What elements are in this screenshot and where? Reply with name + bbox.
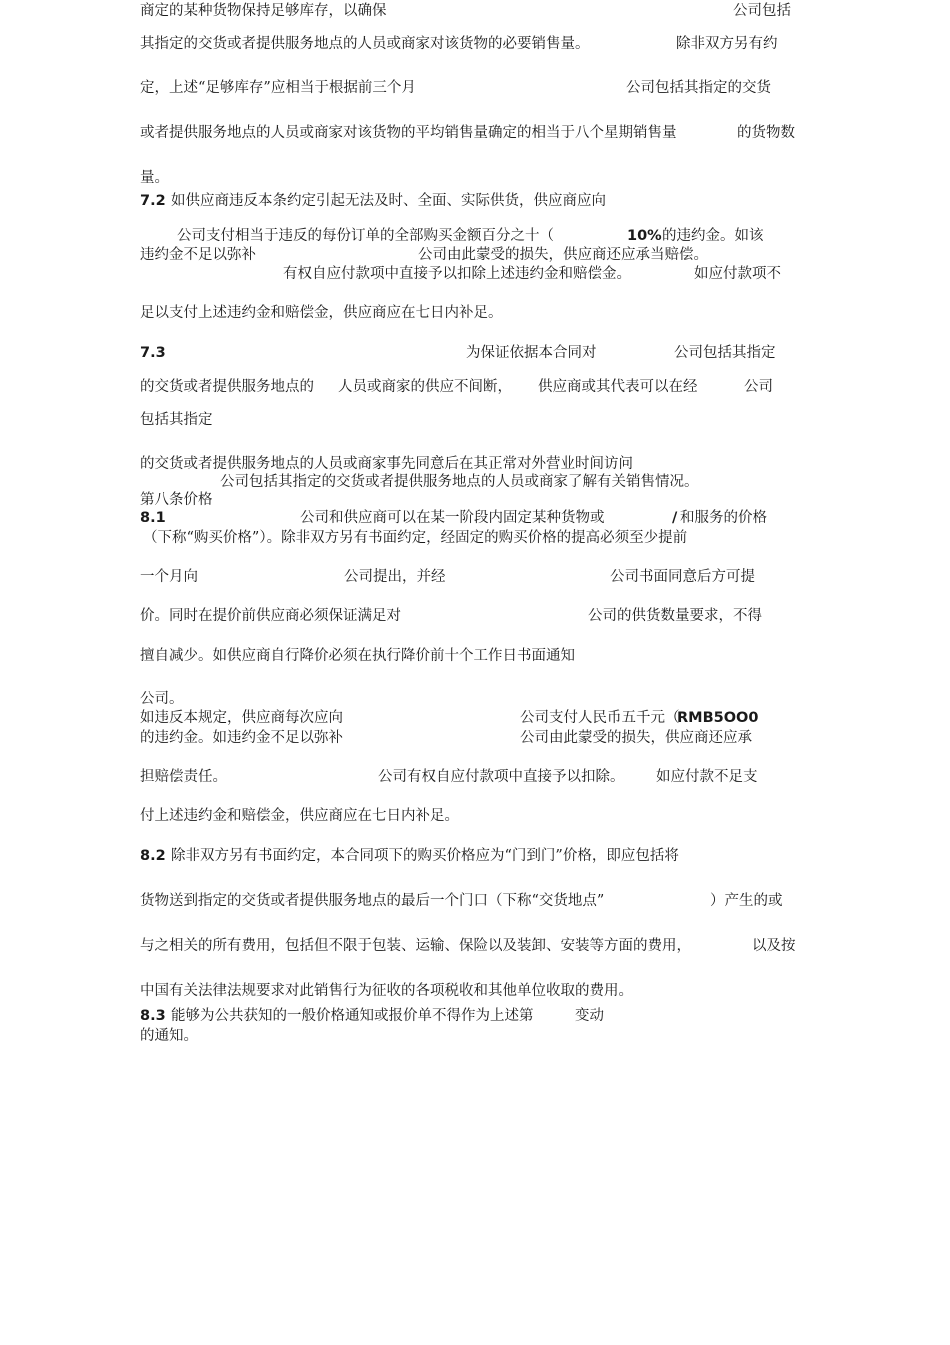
text-line: 公司包括其指定 bbox=[674, 345, 776, 361]
text-line: 的违约金。如该 bbox=[662, 228, 764, 244]
text-line: 价。同时在提价前供应商必须保证满足对 bbox=[140, 608, 401, 624]
text-line: 货物送到指定的交货或者提供服务地点的最后一个门口（下称“交货地点” bbox=[140, 893, 605, 909]
text-line: 的交货或者提供服务地点的 bbox=[140, 379, 314, 395]
text-line: 如违反本规定，供应商每次应向 bbox=[140, 710, 343, 726]
text-line: 公司有权自应付款项中直接予以扣除。 bbox=[378, 769, 625, 785]
text-line: / bbox=[672, 510, 678, 526]
text-line: 商定的某种货物保持足够库存，以确保 bbox=[140, 3, 387, 19]
text-line: ）产生的或 bbox=[710, 893, 783, 909]
text-line: 擅自减少。如供应商自行降价必须在执行降价前十个工作日书面通知 bbox=[140, 648, 575, 664]
text-line: 量。 bbox=[140, 170, 169, 186]
section-number: 7.2 bbox=[140, 193, 166, 209]
text-line: 或者提供服务地点的人员或商家对该货物的平均销售量确定的相当于八个星期销售量 bbox=[140, 125, 677, 141]
section-number: 8.2 bbox=[140, 848, 166, 864]
text-line: 公司的供货数量要求，不得 bbox=[588, 608, 762, 624]
text-line: 的货物数 bbox=[737, 125, 795, 141]
text-line: 能够为公共获知的一般价格通知或报价单不得作为上述第 bbox=[171, 1008, 534, 1024]
text-line: 以及按 bbox=[752, 938, 796, 954]
text-line: 公司包括 bbox=[733, 3, 791, 19]
text-line: 包括其指定 bbox=[140, 412, 213, 428]
text-line: 的违约金。如违约金不足以弥补 bbox=[140, 730, 343, 746]
text-line: 如供应商违反本条约定引起无法及时、全面、实际供货，供应商应向 bbox=[171, 193, 606, 209]
text-line: 变动 bbox=[575, 1008, 604, 1024]
text-line: 公司。 bbox=[140, 691, 184, 707]
text-line: 公司书面同意后方可提 bbox=[610, 569, 755, 585]
text-line: 其指定的交货或者提供服务地点的人员或商家对该货物的必要销售量。 bbox=[140, 36, 590, 52]
section-number: 7.3 bbox=[140, 345, 166, 361]
section-number: 8.1 bbox=[140, 510, 166, 526]
text-line: 中国有关法律法规要求对此销售行为征收的各项税收和其他单位收取的费用。 bbox=[140, 983, 633, 999]
text-line: 公司提出，并经 bbox=[344, 569, 446, 585]
text-line: 定，上述“足够库存”应相当于根据前三个月 bbox=[140, 80, 416, 96]
article-heading: 第八条价格 bbox=[140, 492, 213, 508]
text-line: 足以支付上述违约金和赔偿金，供应商应在七日内补足。 bbox=[140, 305, 503, 321]
text-line: 与之相关的所有费用，包括但不限于包装、运输、保险以及装卸、安装等方面的费用， bbox=[140, 938, 691, 954]
text-line: 为保证依据本合同对 bbox=[466, 345, 597, 361]
text-line: 公司由此蒙受的损失，供应商还应承 bbox=[520, 730, 752, 746]
text-line: 的通知。 bbox=[140, 1028, 198, 1044]
text-line: 公司支付人民币五千元（ bbox=[520, 710, 680, 726]
text-line: 公司由此蒙受的损失，供应商还应承当赔偿。 bbox=[418, 247, 708, 263]
text-line: 如应付款不足支 bbox=[656, 769, 758, 785]
text-line: 供应商或其代表可以在经 bbox=[538, 379, 698, 395]
amount-value: RMB5OO0 bbox=[677, 710, 759, 726]
text-line: 付上述违约金和赔偿金，供应商应在七日内补足。 bbox=[140, 808, 459, 824]
text-line: 违约金不足以弥补 bbox=[140, 247, 256, 263]
text-line: 和服务的价格 bbox=[680, 510, 767, 526]
text-line: 如应付款项不 bbox=[694, 266, 781, 282]
text-line: （下称“购买价格”）。除非双方另有书面约定，经固定的购买价格的提高必须至少提前 bbox=[143, 530, 688, 546]
text-line: 公司包括其指定的交货或者提供服务地点的人员或商家了解有关销售情况。 bbox=[220, 474, 699, 490]
text-line: 除非双方另有书面约定，本合同项下的购买价格应为“门到门”价格，即应包括将 bbox=[171, 848, 679, 864]
text-line: 的交货或者提供服务地点的人员或商家事先同意后在其正常对外营业时间访问 bbox=[140, 456, 633, 472]
text-line: 有权自应付款项中直接予以扣除上述违约金和赔偿金。 bbox=[283, 266, 631, 282]
text-line: 公司包括其指定的交货 bbox=[626, 80, 771, 96]
text-line: 除非双方另有约 bbox=[676, 36, 778, 52]
percent-value: 10% bbox=[627, 228, 662, 244]
text-line: 公司和供应商可以在某一阶段内固定某种货物或 bbox=[300, 510, 605, 526]
text-line: 担赔偿责任。 bbox=[140, 769, 227, 785]
text-line: 公司 bbox=[744, 379, 773, 395]
text-line: 人员或商家的供应不间断， bbox=[338, 379, 512, 395]
section-number: 8.3 bbox=[140, 1008, 166, 1024]
text-line: 一个月向 bbox=[140, 569, 198, 585]
text-line: 公司支付相当于违反的每份订单的全部购买金额百分之十（ bbox=[177, 228, 554, 244]
